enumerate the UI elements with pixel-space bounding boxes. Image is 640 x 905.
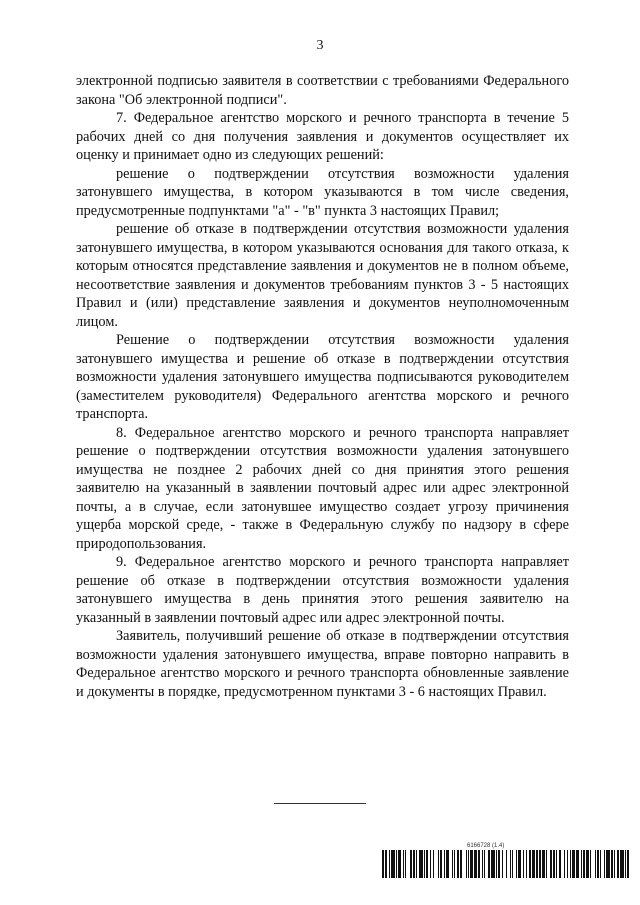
paragraph: Заявитель, получивший решение об отказе в подтверждении отсутствия возможности удаления затонувшего имущества, вправе повторно направить в Федеральное агентство морского и речного транспорта обновленные заявление и документы в порядке, предусмотренном пунктами 3 - 6 настоящих Правил. xyxy=(76,628,569,700)
end-divider xyxy=(274,803,366,804)
barcode-gap xyxy=(629,850,630,878)
paragraph: решение об отказе в подтверждении отсутствия возможности удаления затонувшего имущества, в котором указываются основания для такого отказа, к которым относятся представление заявления и документов не в полном объеме, несоответствие заявления и документов требованиям пунктов 3 - 5 настоящих Правил и (или) представление заявления и документов неуполномоченным лицом. xyxy=(76,221,569,330)
paragraph: Решение о подтверждении отсутствия возможности удаления затонувшего имущества и решение об отказе в подтверждении отсутствия возможности удаления затонувшего имущества подписываются руководителем (заместителем руководителя) Федерального агентства морского и речного транспорта. xyxy=(76,332,569,422)
page-number: 3 xyxy=(316,38,324,53)
document-code: 6166728 (1.4) xyxy=(467,843,505,849)
paragraph: 8. Федеральное агентство морского и речного транспорта направляет решение о подтверждении отсутствия возможности удаления затонувшего имущества не позднее 2 рабочих дней со дня принятия этого решения заявителю на указанный в заявлении почтовый адрес или адрес электронной почты, а в случае, если затонувшее имущество создает угрозу причинения ущерба морской среде, - также в Федеральную службу по надзору в сфере природопользования. xyxy=(76,424,569,552)
paragraph: 9. Федеральное агентство морского и речного транспорта направляет решение об отказе в подтверждении отсутствия возможности удаления затонувшего имущества в день принятия этого решения заявителю на указанный в заявлении почтовый адрес или адрес электронной почты. xyxy=(76,554,569,626)
paragraph: электронной подписью заявителя в соответствии с требованиями Федерального закона "Об электронной подписи". xyxy=(76,73,569,108)
barcode xyxy=(382,850,632,878)
paragraph: 7. Федеральное агентство морского и речного транспорта в течение 5 рабочих дней со дня получения заявления и документов осуществляет их оценку и принимает одно из следующих решений: xyxy=(76,110,569,163)
document-body xyxy=(76,72,569,701)
paragraph: решение о подтверждении отсутствия возможности удаления затонувшего имущества, в котором указываются в том числе сведения, предусмотренные подпунктами "а" - "в" пункта 3 настоящих Правил; xyxy=(76,165,569,219)
